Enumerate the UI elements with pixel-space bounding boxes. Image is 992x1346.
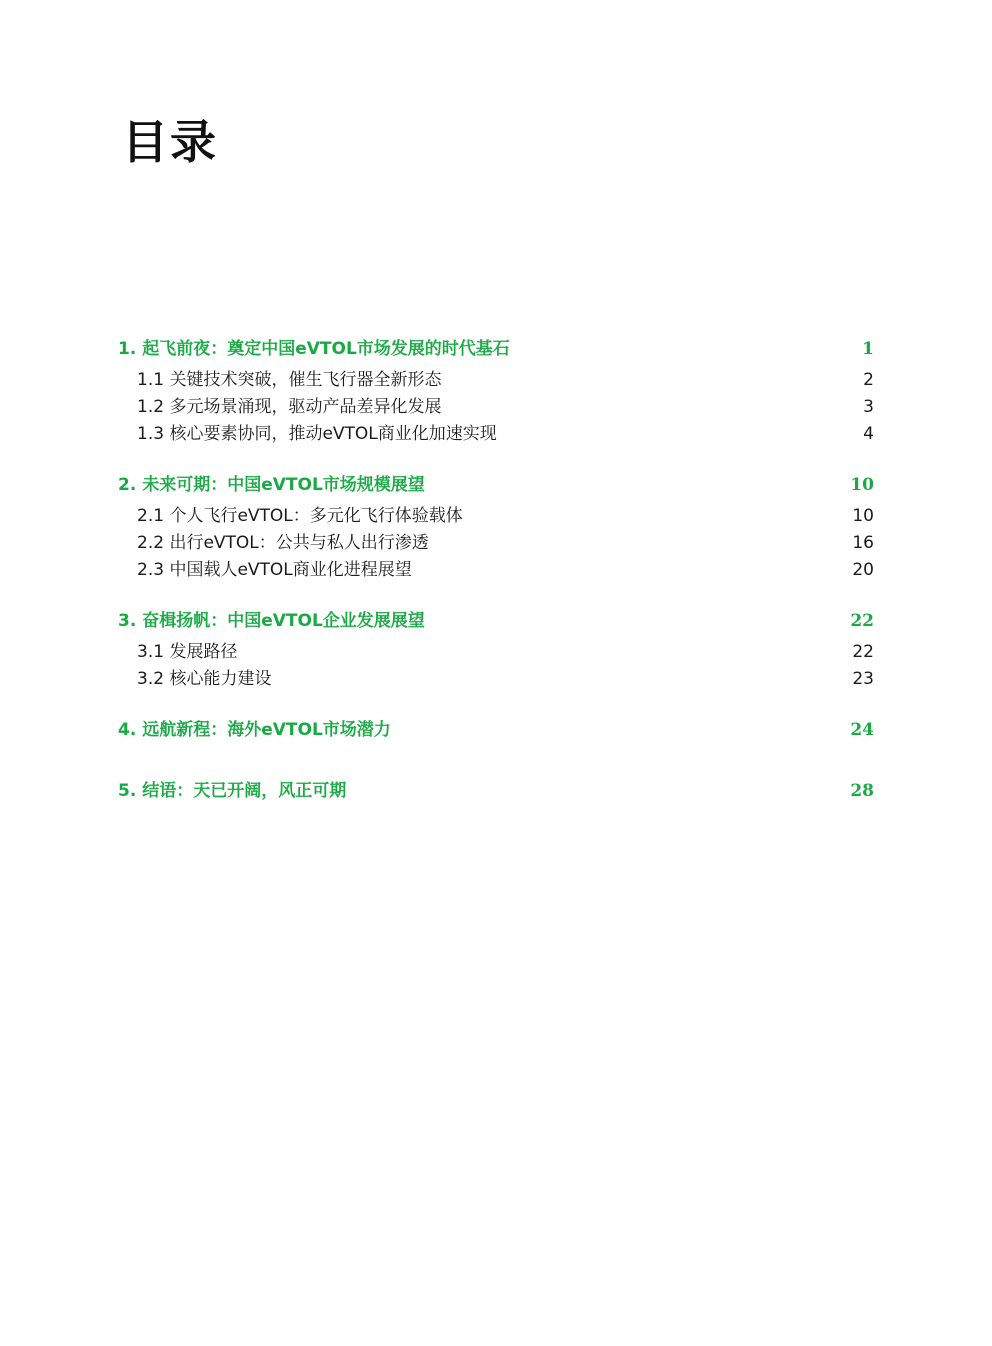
toc-entry-label: 2.2 出行eVTOL：公共与私人出行渗透 <box>137 533 429 553</box>
toc-entry-main[interactable] <box>118 778 874 805</box>
toc-entry-page: 3 <box>863 397 874 417</box>
toc-entry-label: 1. 起飞前夜：奠定中国eVTOL市场发展的时代基石 <box>118 339 510 359</box>
toc-entry-sub[interactable] <box>118 367 874 394</box>
toc-entry-sub[interactable] <box>118 394 874 421</box>
toc-entry-main[interactable] <box>118 608 874 635</box>
toc-entry-label: 1.1 关键技术突破，催生飞行器全新形态 <box>137 370 442 390</box>
toc-entry-label: 2.1 个人飞行eVTOL：多元化飞行体验载体 <box>137 506 463 526</box>
toc-section-3 <box>118 608 874 693</box>
toc-entry-page: 10 <box>852 506 874 526</box>
toc-entry-label: 3. 奋楫扬帆：中国eVTOL企业发展展望 <box>118 611 425 631</box>
toc-entry-label: 5. 结语：天已开阔，风正可期 <box>118 781 347 801</box>
toc-entry-page: 22 <box>852 642 874 662</box>
toc-section-1 <box>118 336 874 448</box>
toc-entry-label: 3.1 发展路径 <box>137 642 238 662</box>
toc-entry-label: 3.2 核心能力建设 <box>137 669 272 689</box>
toc-entry-page: 22 <box>850 611 874 631</box>
toc-entry-main[interactable] <box>118 717 874 744</box>
toc-entry-main[interactable] <box>118 472 874 499</box>
toc-entry-label: 1.3 核心要素协同，推动eVTOL商业化加速实现 <box>137 424 497 444</box>
toc-entry-page: 4 <box>863 424 874 444</box>
toc-entry-label: 4. 远航新程：海外eVTOL市场潜力 <box>118 720 391 740</box>
toc-section-2 <box>118 472 874 584</box>
toc-entry-sub[interactable] <box>118 503 874 530</box>
toc-entry-page: 10 <box>850 475 874 495</box>
toc-entry-sub[interactable] <box>118 666 874 693</box>
toc-entry-main[interactable] <box>118 336 874 363</box>
toc-section-4 <box>118 717 874 744</box>
toc-entry-page: 1 <box>862 339 874 359</box>
toc-entry-label: 2.3 中国载人eVTOL商业化进程展望 <box>137 560 412 580</box>
toc-entry-sub[interactable] <box>118 557 874 584</box>
toc-section-5 <box>118 778 874 805</box>
toc-entry-page: 28 <box>850 781 874 801</box>
toc-entry-page: 24 <box>850 720 874 740</box>
table-of-contents <box>118 336 874 829</box>
toc-entry-sub[interactable] <box>118 639 874 666</box>
toc-entry-page: 16 <box>852 533 874 553</box>
toc-entry-label: 2. 未来可期：中国eVTOL市场规模展望 <box>118 475 425 495</box>
toc-entry-page: 20 <box>852 560 874 580</box>
toc-entry-sub[interactable] <box>118 530 874 557</box>
page-title: 目录 <box>122 115 218 169</box>
toc-entry-label: 1.2 多元场景涌现，驱动产品差异化发展 <box>137 397 442 417</box>
toc-entry-page: 23 <box>852 669 874 689</box>
toc-entry-page: 2 <box>863 370 874 390</box>
toc-entry-sub[interactable] <box>118 421 874 448</box>
